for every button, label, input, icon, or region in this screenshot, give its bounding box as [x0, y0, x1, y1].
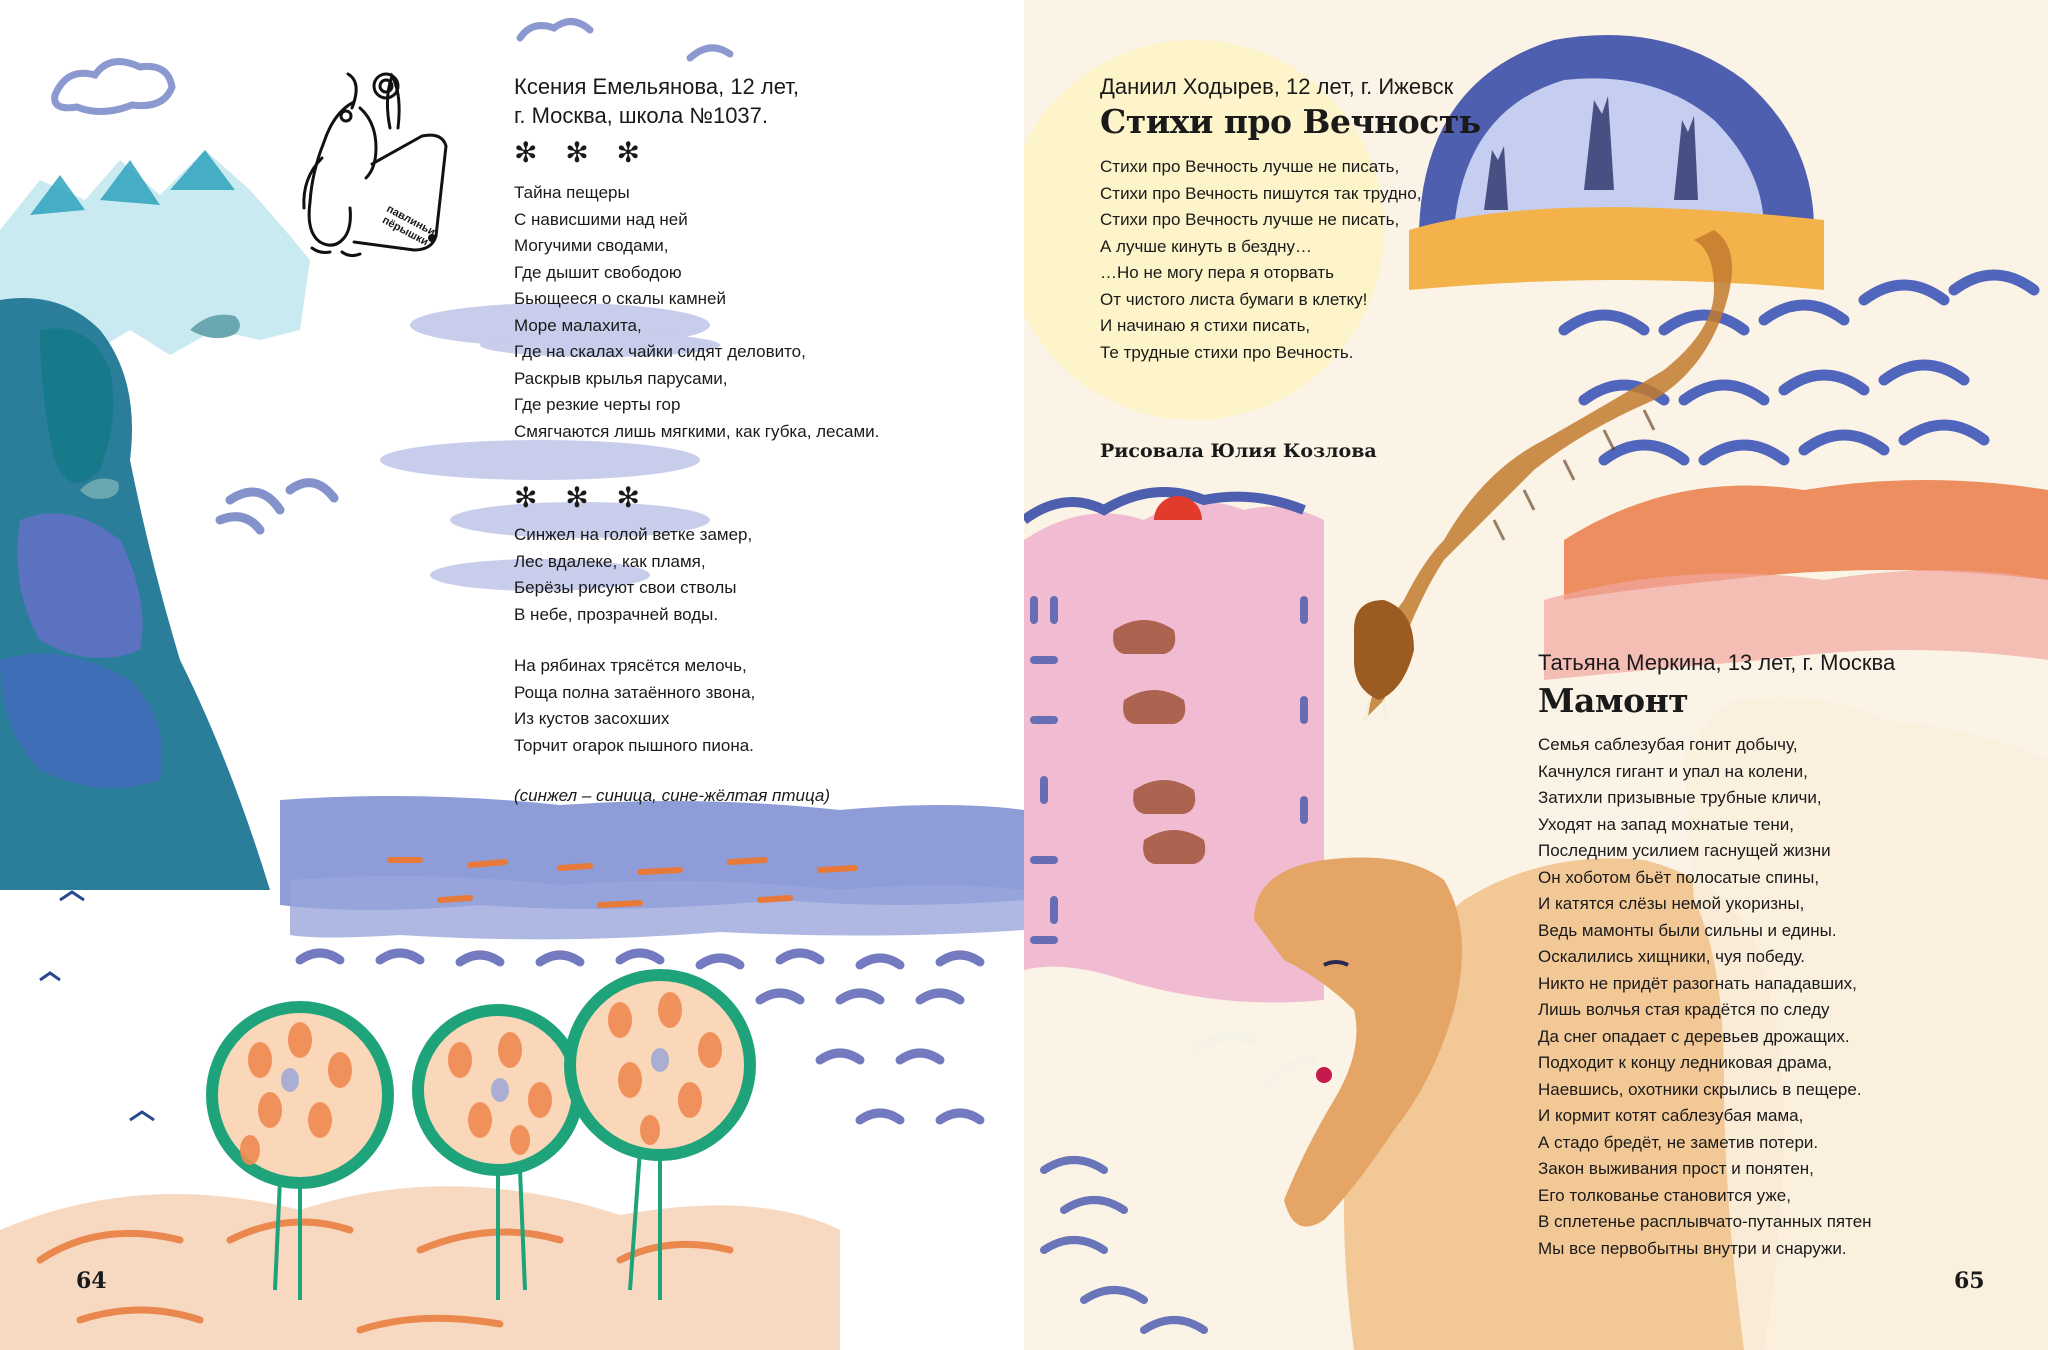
- illustrator-credit: Рисовала Юлия Козлова: [1100, 440, 1377, 462]
- verse-line: Его толкованье становится уже,: [1538, 1185, 1791, 1205]
- verse-line: Из кустов засохших: [514, 709, 670, 728]
- verse-line: Затихли призывные трубные кличи,: [1538, 788, 1822, 807]
- verse-line: Стихи про Вечность лучше не писать,: [1100, 157, 1400, 176]
- author-line: г. Москва, школа №1037.: [514, 103, 769, 128]
- poem-author-byline: [514, 72, 799, 130]
- verse-line: Те трудные стихи про Вечность.: [1100, 342, 1354, 362]
- verse-line: Уходят на запад мохнатые тени,: [1538, 814, 1794, 834]
- verse-line: От чистого листа бумаги в клетку!: [1100, 289, 1368, 309]
- verse-line: В небе, прозрачней воды.: [514, 604, 719, 624]
- poem-1-title: Стихи про Вечность: [1100, 102, 1481, 141]
- poem-1-text: [1100, 154, 1421, 366]
- poem-2-text: [1538, 732, 1872, 1262]
- verse-line: И начинаю я стихи писать,: [1100, 316, 1311, 335]
- verse-line: Лес вдалеке, как пламя,: [514, 551, 706, 571]
- verse-line: Берёзы рисуют свои стволы: [514, 578, 737, 597]
- verse-line: Закон выживания прост и понятен,: [1538, 1159, 1814, 1178]
- verse-line: Где на скалах чайки сидят деловито,: [514, 342, 806, 361]
- verse-line: А лучше кинуть в бездну…: [1100, 236, 1312, 256]
- verse-line: С нависшими над ней: [514, 209, 688, 229]
- verse-line: Лишь волчья стая крадётся по следу: [1538, 1000, 1830, 1019]
- poem-2-stanza-1: [514, 522, 752, 628]
- verse-line: И катятся слёзы немой укоризны,: [1538, 894, 1805, 913]
- poem-1-author: Даниил Ходырев, 12 лет, г. Ижевск: [1100, 74, 1454, 99]
- pavlinyi-perishki-logo: [282, 68, 457, 278]
- verse-line: Где резкие черты гор: [514, 395, 681, 414]
- verse-line: Раскрыв крылья парусами,: [514, 368, 728, 388]
- right-page: [1024, 0, 2048, 1350]
- verse-line: Никто не придёт разогнать нападавших,: [1538, 973, 1857, 993]
- verse-line: И кормит котят саблезубая мама,: [1538, 1106, 1804, 1125]
- verse-line: …Но не могу пера я оторвать: [1100, 263, 1334, 282]
- verse-line: Мы все первобытны внутри и снаружи.: [1538, 1238, 1847, 1258]
- page-number: 65: [1954, 1268, 1985, 1294]
- verse-line: Стихи про Вечность пишутся так трудно,: [1100, 183, 1422, 203]
- verse-line: Качнулся гигант и упал на колени,: [1538, 761, 1808, 781]
- badge-label: павлиньи пёрышки: [380, 202, 438, 249]
- verse-line: А стадо бредёт, не заметив потери.: [1538, 1132, 1819, 1152]
- poem-1-text: [514, 180, 879, 445]
- verse-line: На рябинах трясётся мелочь,: [514, 656, 747, 675]
- verse-line: Синжел на голой ветке замер,: [514, 525, 753, 544]
- verse-line: Стихи про Вечность лучше не писать,: [1100, 210, 1400, 229]
- verse-line: Могучими сводами,: [514, 236, 669, 255]
- verse-line: Да снег опадает с деревьев дрожащих.: [1538, 1026, 1850, 1046]
- verse-line: Торчит огарок пышного пиона.: [514, 735, 754, 755]
- verse-line: Море малахита,: [514, 315, 642, 335]
- glossary-footnote: (синжел – синица, сине-жёлтая птица): [514, 786, 831, 805]
- poem-2-stanza-2: [514, 653, 755, 759]
- section-separator-stars: ✻ ✻ ✻: [514, 137, 650, 168]
- verse-line: Тайна пещеры: [514, 183, 630, 202]
- verse-line: Где дышит свободою: [514, 262, 682, 282]
- verse-line: Ведь мамонты были сильны и едины.: [1538, 920, 1837, 940]
- verse-line: Бьющееся о скалы камней: [514, 289, 726, 308]
- section-separator-stars: ✻ ✻ ✻: [514, 482, 650, 513]
- verse-line: Подходит к концу ледниковая драма,: [1538, 1053, 1832, 1072]
- verse-line: Роща полна затаённого звона,: [514, 682, 756, 702]
- author-line: Ксения Емельянова, 12 лет,: [514, 74, 799, 99]
- verse-line: Наевшись, охотники скрылись в пещере.: [1538, 1079, 1862, 1099]
- verse-line: Он хоботом бьёт полосатые спины,: [1538, 867, 1820, 887]
- verse-line: В сплетенье расплывчато-путанных пятен: [1538, 1212, 1872, 1231]
- poem-2-author: Татьяна Меркина, 13 лет, г. Москва: [1538, 650, 1896, 675]
- poem-2-title: Мамонт: [1538, 681, 1689, 720]
- verse-line: Смягчаются лишь мягкими, как губка, лесами.: [514, 421, 880, 441]
- verse-line: Оскалились хищники, чуя победу.: [1538, 947, 1805, 966]
- page-number: 64: [76, 1268, 107, 1294]
- verse-line: Последним усилием гаснущей жизни: [1538, 841, 1831, 860]
- verse-line: Семья саблезубая гонит добычу,: [1538, 735, 1798, 754]
